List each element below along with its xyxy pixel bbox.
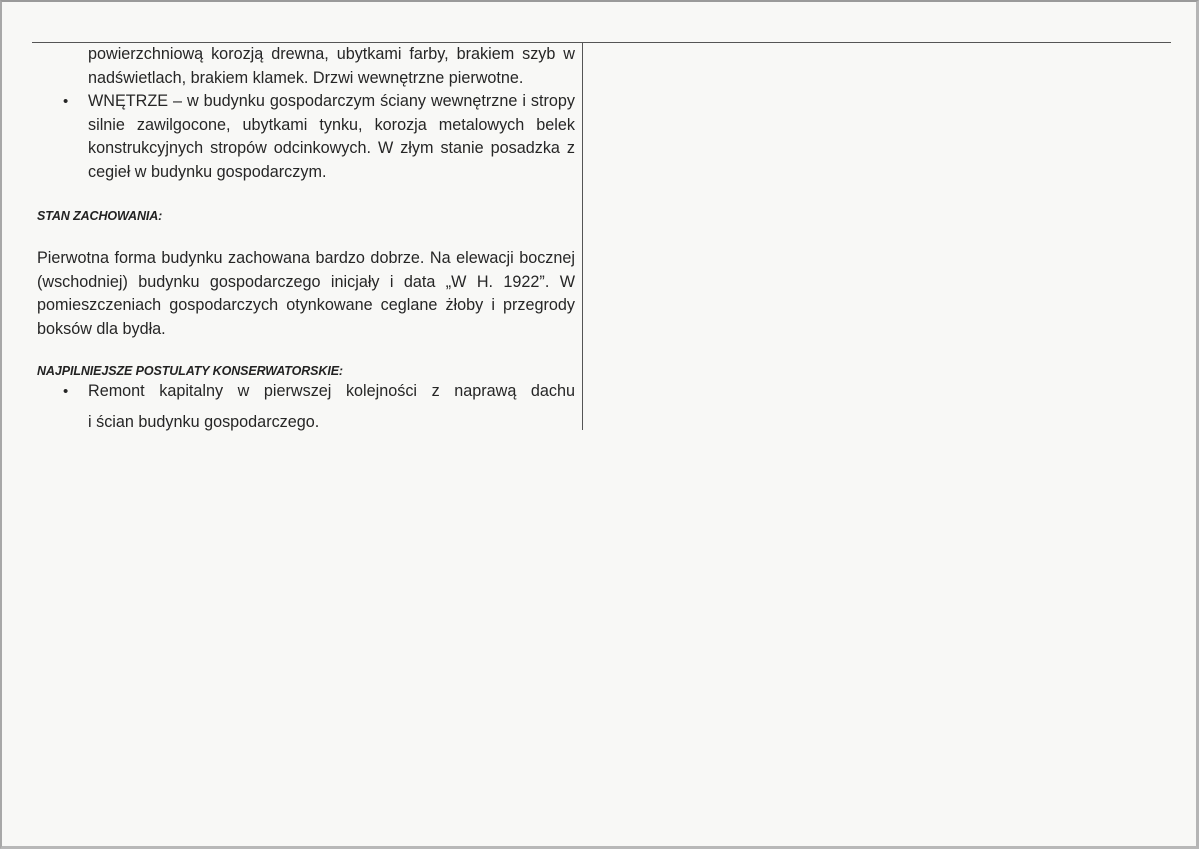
postulate-line-2: i ścian budynku gospodarczego. — [88, 412, 320, 431]
left-column — [37, 43, 575, 434]
continued-bullet-text: powierzchniową korozją drewna, ubytkami farby, brakiem szyb w nadświetlach, brakiem klamek. Drzwi wewnętrzne pierwotne. — [88, 45, 575, 87]
bullet-text: WNĘTRZE – w budynku gospodarczym ściany wewnętrzne i stropy silnie zawilgocone, ubytkami tynku, korozja metalowych belek konstrukcyjnych stropów odcinkowych. W złym stanie posadzka z cegieł w budynku gospodarczym. — [88, 92, 575, 181]
section-title-postulates: NAJPILNIEJSZE POSTULATY KONSERWATORSKIE: — [37, 364, 343, 378]
condition-paragraph: Pierwotna forma budynku zachowana bardzo dobrze. Na elewacji bocznej (wschodniej) budynku gospodarczego inicjały i data „W H. 1922”. W pomieszczeniach gospodarczych otynkowane ceglane żłoby i przegrody boksów dla bydła. — [37, 249, 575, 338]
section-title-condition: STAN ZACHOWANIA: — [37, 209, 163, 223]
postulates-bullet-list — [37, 380, 575, 434]
bullet-item-interior — [37, 90, 575, 184]
bullet-item-postulate — [37, 380, 575, 434]
interior-bullet-list — [37, 90, 575, 184]
bullet-marker: • — [63, 93, 69, 110]
postulate-line-1: Remont kapitalny w pierwszej kolejności z naprawą dachu — [88, 382, 575, 400]
table-column-divider — [582, 42, 583, 430]
bullet-marker: • — [63, 383, 69, 400]
